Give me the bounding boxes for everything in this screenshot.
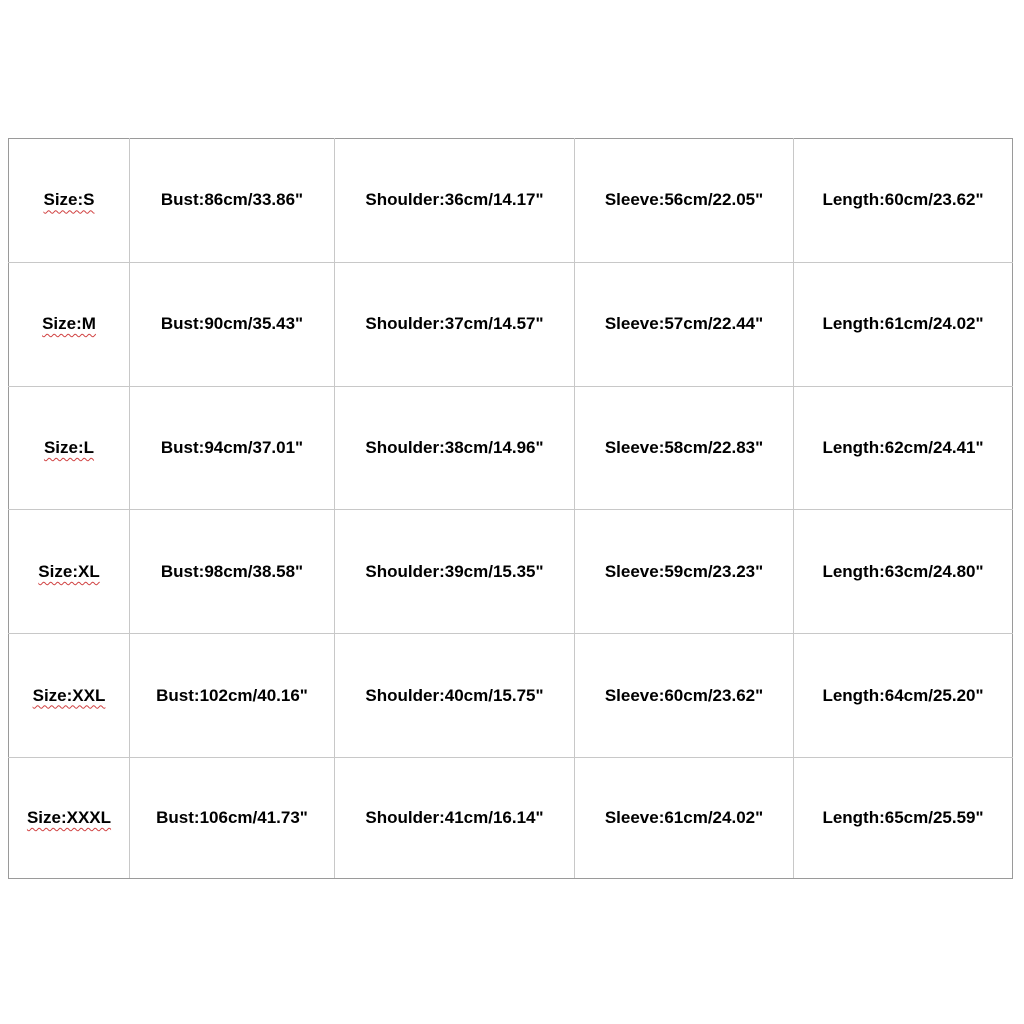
size-cell xyxy=(9,634,130,758)
length-cell: Length:64cm/25.20" xyxy=(794,634,1013,758)
size-row-s xyxy=(9,139,1013,263)
bust-cell: Bust:90cm/35.43" xyxy=(130,262,335,386)
sleeve-cell: Sleeve:59cm/23.23" xyxy=(575,510,794,634)
shoulder-cell: Shoulder:40cm/15.75" xyxy=(335,634,575,758)
sleeve-cell: Sleeve:56cm/22.05" xyxy=(575,139,794,263)
length-cell: Length:60cm/23.62" xyxy=(794,139,1013,263)
bust-cell: Bust:106cm/41.73" xyxy=(130,758,335,879)
size-row-xxl xyxy=(9,634,1013,758)
length-cell: Length:63cm/24.80" xyxy=(794,510,1013,634)
length-cell: Length:61cm/24.02" xyxy=(794,262,1013,386)
shoulder-cell: Shoulder:36cm/14.17" xyxy=(335,139,575,263)
sleeve-cell: Sleeve:57cm/22.44" xyxy=(575,262,794,386)
size-cell xyxy=(9,262,130,386)
length-cell: Length:62cm/24.41" xyxy=(794,386,1013,510)
shoulder-cell: Shoulder:39cm/15.35" xyxy=(335,510,575,634)
bust-cell: Bust:102cm/40.16" xyxy=(130,634,335,758)
size-row-xxxl xyxy=(9,758,1013,879)
size-label: Size:XL xyxy=(38,561,100,581)
size-row-xl xyxy=(9,510,1013,634)
size-row-l xyxy=(9,386,1013,510)
bust-cell: Bust:98cm/38.58" xyxy=(130,510,335,634)
shoulder-cell: Shoulder:41cm/16.14" xyxy=(335,758,575,879)
size-row-m xyxy=(9,262,1013,386)
length-cell: Length:65cm/25.59" xyxy=(794,758,1013,879)
size-label: Size:XXL xyxy=(32,685,106,705)
size-cell xyxy=(9,510,130,634)
size-cell xyxy=(9,139,130,263)
shoulder-cell: Shoulder:38cm/14.96" xyxy=(335,386,575,510)
size-label: Size:XXXL xyxy=(26,808,112,828)
size-label: Size:L xyxy=(43,438,95,458)
size-cell xyxy=(9,758,130,879)
shoulder-cell: Shoulder:37cm/14.57" xyxy=(335,262,575,386)
sleeve-cell: Sleeve:58cm/22.83" xyxy=(575,386,794,510)
bust-cell: Bust:94cm/37.01" xyxy=(130,386,335,510)
bust-cell: Bust:86cm/33.86" xyxy=(130,139,335,263)
sleeve-cell: Sleeve:61cm/24.02" xyxy=(575,758,794,879)
size-cell xyxy=(9,386,130,510)
size-chart-table xyxy=(8,138,1013,879)
size-label: Size:M xyxy=(42,314,96,334)
sleeve-cell: Sleeve:60cm/23.62" xyxy=(575,634,794,758)
size-label: Size:S xyxy=(43,190,95,210)
